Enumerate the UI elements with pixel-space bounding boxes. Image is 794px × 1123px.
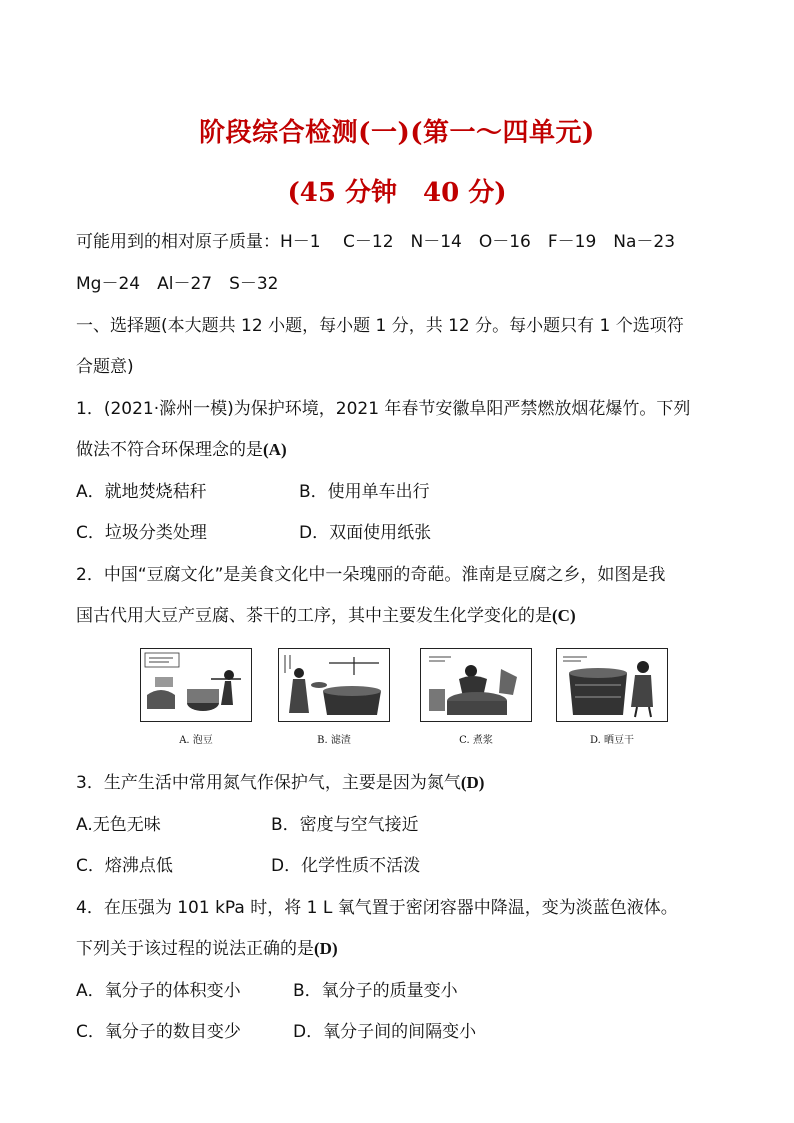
atomic-mass-line-1: 可能用到的相对原子质量：H－1 C－12 N－14 O－16 F－19 Na－23 bbox=[76, 232, 676, 252]
question-1-stem-line-1: 1．(2021·滁州一模)为保护环境，2021 年春节安徽阜阳严禁燃放烟花爆竹。下列 bbox=[76, 399, 691, 419]
section-heading-line-2: 合题意) bbox=[76, 357, 134, 377]
figure-soak-beans-caption: A. 泡豆 bbox=[179, 735, 213, 746]
question-1-option-d: D．双面使用纸张 bbox=[299, 523, 432, 543]
atomic-mass-line-2: Mg－24 Al－27 S－32 bbox=[76, 274, 279, 294]
question-3-stem-line-1 bbox=[76, 771, 484, 795]
question-3-answer: (D) bbox=[460, 773, 485, 792]
question-4-stem-text: 下列关于该过程的说法正确的是 bbox=[76, 939, 314, 959]
figure-boil-pulp bbox=[420, 648, 532, 746]
figure-dry-tofu-caption: D. 晒豆干 bbox=[589, 735, 635, 746]
question-4-answer: (D) bbox=[314, 939, 338, 958]
figure-filter-residue bbox=[278, 648, 390, 746]
figure-dry-tofu bbox=[556, 648, 668, 746]
question-4-option-d: D．氧分子间的间隔变小 bbox=[293, 1022, 477, 1042]
section-heading-line-1: 一、选择题(本大题共 12 小题，每小题 1 分，共 12 分。每小题只有 1 个选项符 bbox=[76, 316, 684, 336]
question-1-stem-line-2 bbox=[76, 438, 287, 462]
question-1-answer: (A) bbox=[263, 440, 287, 459]
figure-boil-pulp-caption: C. 煮浆 bbox=[459, 735, 493, 746]
figure-filter-residue-caption: B. 滤渣 bbox=[317, 735, 351, 746]
figure-dry-tofu-illustration bbox=[556, 648, 668, 722]
question-3-option-c: C．熔沸点低 bbox=[76, 856, 173, 876]
question-2-stem-line-2 bbox=[76, 604, 576, 628]
page-subtitle: (45 分钟 40 分) bbox=[287, 178, 507, 208]
question-3-option-d: D．化学性质不活泼 bbox=[271, 856, 421, 876]
question-2-stem-line-1: 2．中国“豆腐文化”是美食文化中一朵瑰丽的奇葩。淮南是豆腐之乡，如图是我 bbox=[76, 565, 666, 585]
figure-boil-pulp-illustration bbox=[420, 648, 532, 722]
question-4-option-a: A．氧分子的体积变小 bbox=[76, 981, 241, 1001]
question-4-stem-line-2 bbox=[76, 937, 338, 961]
figure-filter-residue-illustration bbox=[278, 648, 390, 722]
question-2-stem-text: 国古代用大豆产豆腐、茶干的工序，其中主要发生化学变化的是 bbox=[76, 606, 552, 626]
question-2-answer: (C) bbox=[552, 606, 576, 625]
question-3-stem-text: 3．生产生活中常用氮气作保护气，主要是因为氮气 bbox=[76, 773, 461, 793]
question-4-stem-line-1: 4．在压强为 101 kPa 时，将 1 L 氧气置于密闭容器中降温，变为淡蓝色液体。 bbox=[76, 898, 678, 918]
question-3-option-a: A.无色无味 bbox=[76, 815, 161, 835]
figure-soak-beans-illustration bbox=[140, 648, 252, 722]
question-4-option-b: B．氧分子的质量变小 bbox=[293, 981, 458, 1001]
question-3-option-b: B．密度与空气接近 bbox=[271, 815, 419, 835]
question-1-stem-text: 做法不符合环保理念的是 bbox=[76, 440, 263, 460]
question-1-option-b: B．使用单车出行 bbox=[299, 482, 430, 502]
question-1-option-a: A．就地焚烧秸秆 bbox=[76, 482, 207, 502]
page-title: 阶段综合检测(一)(第一～四单元) bbox=[199, 118, 595, 148]
question-4-option-c: C．氧分子的数目变少 bbox=[76, 1022, 241, 1042]
question-1-option-c: C．垃圾分类处理 bbox=[76, 523, 207, 543]
figure-soak-beans bbox=[140, 648, 252, 746]
